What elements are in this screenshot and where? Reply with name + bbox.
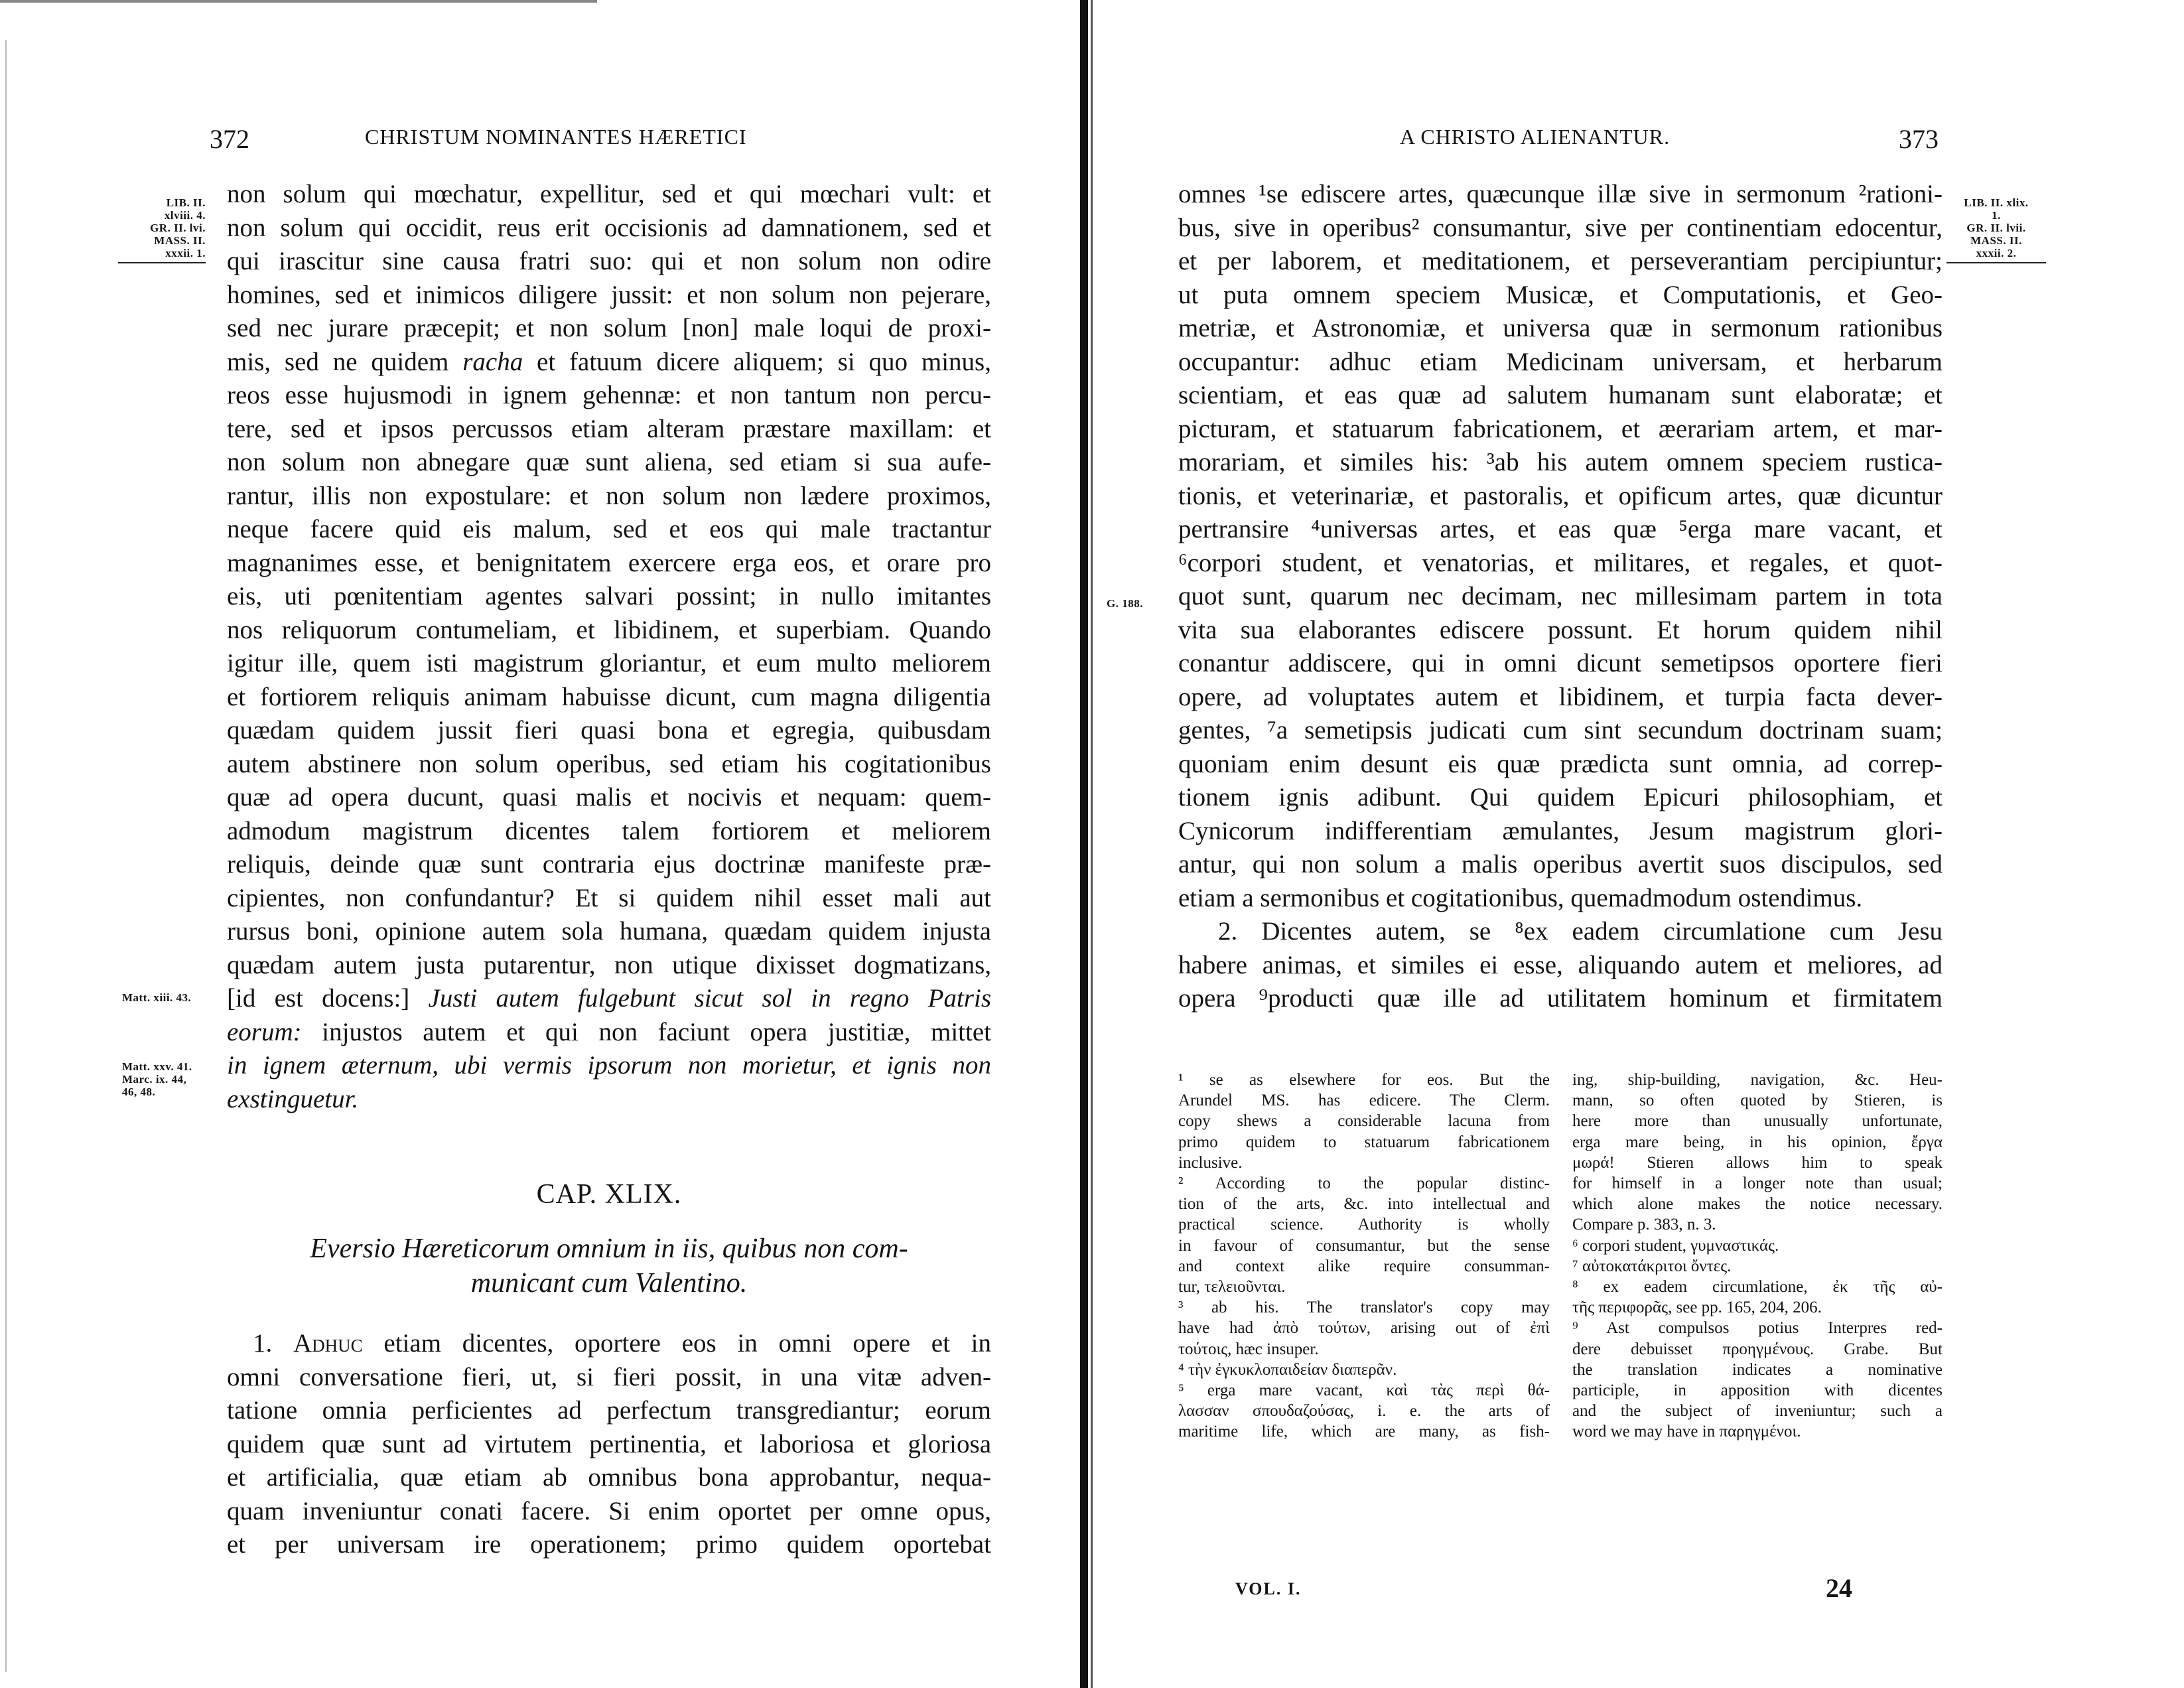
margin-ref-lib-right xyxy=(1946,196,2046,263)
volume-label: VOL. I. xyxy=(1235,1579,1302,1598)
footnote-line: τούτοις, hæc insuper. xyxy=(1178,1340,1319,1358)
footnote-line: ⁸ ex eadem circumlatione, ἐκ τῆς αὐ- xyxy=(1572,1278,1943,1297)
text-line: reliquis, deinde quæ sunt contraria ejus doctrinæ manifeste præ- xyxy=(227,850,991,879)
footnote-line: practical science. Authority is wholly xyxy=(1178,1216,1550,1234)
text-line: habere animas, et similes ei esse, aliquando autem et meliores, ad xyxy=(1178,950,1943,979)
footnotes-column-left xyxy=(1178,1070,1550,1442)
text-line: quædam quidem jussit fieri quasi bona et egregia, quibusdam xyxy=(227,716,991,744)
footnote-line: erga mare being, in his opinion, ἔργα xyxy=(1572,1133,1943,1151)
margin-ref-line: GR. II. lvii. xyxy=(1966,222,2026,234)
text-line: qui irascitur sine causa fratri suo: qui et non solum non odire xyxy=(227,247,991,275)
text-line: tionis, et veterinariæ, et pastoralis, et opificum artes, quæ dicuntur xyxy=(1178,481,1943,510)
text-run-italic: racha xyxy=(462,347,523,376)
text-line: cipientes, non confundantur? Et si quidem nihil esset mali aut xyxy=(227,883,991,912)
left-body-text xyxy=(227,178,991,1116)
footnote-line: primo quidem to statuarum fabricationem xyxy=(1178,1133,1550,1151)
footnote-line: τῆς περιφορᾶς, see pp. 165, 204, 206. xyxy=(1572,1299,1822,1317)
text-line: igitur ille, quem isti magistrum gloriantur, et eum multo meliorem xyxy=(227,649,991,677)
text-run: et fatuum dicere aliquem; si quo minus, xyxy=(523,347,991,376)
footnote-line: in favour of consumantur, but the sense xyxy=(1178,1236,1550,1255)
margin-ref-line: 46, 48. xyxy=(122,1086,156,1098)
text-line: Cynicorum indifferentiam æmulantes, Jesum magistrum glori- xyxy=(1178,816,1943,845)
text-line: gentes, ⁷a semetipsis judicati cum sint secundum doctrinam suam; xyxy=(1178,716,1943,744)
text-line: homines, sed et inimicos diligere jussit: et non solum non pejerare, xyxy=(227,280,991,309)
margin-ref-line: Marc. ix. 44, xyxy=(122,1073,187,1086)
footnote-line: ¹ se as elsewhere for eos. But the xyxy=(1178,1071,1550,1089)
margin-ref-line: G. 188. xyxy=(1107,597,1143,610)
footnote-line: here more than unusually unfortunate, xyxy=(1572,1112,1943,1131)
chapter-heading: CAP. XLIX. xyxy=(536,1179,682,1210)
text-line: pertransire ⁴universas artes, et eas quæ ⁵erga mare vacant, et xyxy=(1178,515,1943,543)
margin-ref-lib xyxy=(118,196,206,263)
footnote-line: ⁶ corpori student, γυμναστικάς. xyxy=(1572,1236,1779,1255)
text-line: non solum qui mœchatur, expellitur, sed et qui mœchari vult: et xyxy=(227,180,991,208)
text-line: omnes ¹se ediscere artes, quæcunque illæ sive in sermonum ²rationi- xyxy=(1178,180,1943,208)
margin-ref-matt-xiii xyxy=(122,991,215,1004)
text-line: eis, uti pœnitentiam agentes salvari possint; in nullo imitantes xyxy=(227,582,991,610)
text-run-smallcaps: Adhuc xyxy=(293,1329,363,1358)
text-line: autem abstinere non solum operibus, sed etiam his cogitationibus xyxy=(227,749,991,778)
margin-ref-g-188 xyxy=(1107,597,1173,610)
text-line xyxy=(227,982,991,1016)
text-line: reos esse hujusmodi in ignem gehennæ: et non tantum non percu- xyxy=(227,381,991,409)
footnote-line: ⁴ τὴν ἐγκυκλοπαιδείαν διαπερᾶν. xyxy=(1178,1360,1397,1379)
footnotes-column-right xyxy=(1572,1070,1943,1442)
margin-ref-line: Matt. xiii. 43. xyxy=(122,991,192,1004)
text-line: rantur, illis non expostulare: et non solum non lædere proximos, xyxy=(227,481,991,510)
text-run-italic: eorum: xyxy=(227,1017,302,1046)
chapter-title xyxy=(227,1231,991,1301)
text-line: in ignem æternum, ubi vermis ipsorum non morietur, et ignis non xyxy=(227,1051,991,1080)
text-line: et per universam ire operationem; primo quidem oportebat xyxy=(227,1530,991,1559)
text-line: quot sunt, quarum nec decimam, nec millesimam partem in tota xyxy=(1178,582,1943,610)
text-line: sed nec jurare præcepit; et non solum [non] male loqui de proxi- xyxy=(227,314,991,342)
footnote-line: tur, τελειοῦνται. xyxy=(1178,1278,1286,1297)
text-line: quam inveniuntur conati facere. Si enim oportet per omne opus, xyxy=(227,1496,991,1525)
chapter-title-line: municant cum Valentino. xyxy=(470,1268,748,1299)
text-line: tionem ignis adibunt. Qui quidem Epicuri philosophiam, et xyxy=(1178,783,1943,811)
text-line: omni conversatione fieri, ut, si fieri possit, in una vitæ adven- xyxy=(227,1362,991,1391)
text-line: quæ ad opera ducunt, quasi malis et nocivis et nequam: quem- xyxy=(227,783,991,811)
margin-ref-line: xxxii. 2. xyxy=(1976,247,2017,259)
signature-mark: 24 xyxy=(1826,1573,1852,1603)
text-line: et artificialia, quæ etiam ab omnibus bona approbantur, nequa- xyxy=(227,1463,991,1492)
margin-ref-line: LIB. II. xyxy=(166,196,206,209)
footnote-line: copy shews a considerable lacuna from xyxy=(1178,1112,1550,1131)
text-line: bus, sive in operibus² consumantur, sive per continentiam edocentur, xyxy=(1178,213,1943,242)
text-line: admodum magistrum dicentes talem fortiorem et meliorem xyxy=(227,816,991,845)
footnote-line: for himself in a longer note than usual; xyxy=(1572,1174,1943,1193)
footnote-line: have had ἀπὸ τούτων, arising out of ἐπὶ xyxy=(1178,1319,1550,1338)
left-page xyxy=(0,0,1081,1688)
text-line: quoniam enim desunt eis quæ prædicta sunt omnia, ad correp- xyxy=(1178,749,1943,778)
margin-ref-rule xyxy=(1946,262,2046,263)
text-line: occupantur: adhuc etiam Medicinam universam, et herbarum xyxy=(1178,347,1943,376)
margin-ref-line: MASS. II. xyxy=(1970,234,2022,247)
footnote-line: the translation indicates a nominative xyxy=(1572,1360,1943,1379)
text-line: neque facere quid eis malum, sed et eos qui male tractantur xyxy=(227,515,991,543)
text-run: mis, sed ne quidem xyxy=(227,347,463,376)
text-line: morariam, et similes his: ³ab his autem omnem speciem rustica- xyxy=(1178,448,1943,476)
text-line: metriæ, et Astronomiæ, et universa quæ in sermonum rationibus xyxy=(1178,314,1943,342)
footnote-line: tion of the arts, &c. into intellectual and xyxy=(1178,1195,1550,1214)
footnote-line: dere debuisset προηγμένους. Grabe. But xyxy=(1572,1340,1943,1358)
footnote-line: ing, ship-building, navigation, &c. Heu- xyxy=(1572,1071,1943,1089)
footnote-line: maritime life, which are many, as fish- xyxy=(1178,1423,1550,1441)
right-body-text xyxy=(1178,178,1943,1016)
text-line: ut puta omnem speciem Musicæ, et Computationis, et Geo- xyxy=(1178,280,1943,309)
footnote-line: inclusive. xyxy=(1178,1153,1243,1172)
text-line: et per laborem, et meditationem, et perseverantiam percipiuntur; xyxy=(1178,247,1943,275)
text-line: antur, qui non solum a malis operibus avertit suos discipulos, sed xyxy=(1178,850,1943,879)
chapter-title-line: Eversio Hæreticorum omnium in iis, quibus non com- xyxy=(310,1233,908,1264)
footnote-line: and context alike require consumman- xyxy=(1178,1257,1550,1275)
footnote-line: ³ ab his. The translator's copy may xyxy=(1178,1299,1550,1317)
text-line: scientiam, et eas quæ ad salutem humanam sunt elaboratæ; et xyxy=(1178,381,1943,409)
text-line: ⁶corpori student, et venatorias, et militares, et regales, et quot- xyxy=(1178,548,1943,577)
text-line: opera ⁹producti quæ ille ad utilitatem hominum et firmitatem xyxy=(1178,984,1943,1013)
footnote-line: ⁹ Ast compulsos potius Interpres red- xyxy=(1572,1319,1943,1338)
text-run-italic: Justi autem fulgebunt sicut sol in regno Patris xyxy=(428,984,991,1013)
margin-ref-line: Matt. xxv. 41. xyxy=(122,1060,192,1073)
footnote-line: ⁷ αὐτοκατάκριτοι ὄντες. xyxy=(1572,1257,1732,1275)
text-line: rursus boni, opinione autem sola humana, quædam quidem injusta xyxy=(227,917,991,946)
text-line xyxy=(227,346,991,380)
text-line: etiam a sermonibus et cogitationibus, quemadmodum ostendimus. xyxy=(1178,883,1863,912)
footnote-line: Arundel MS. has edicere. The Clerm. xyxy=(1178,1091,1550,1110)
text-line: quædam autem justa putarentur, non utique dixisset dogmatizans, xyxy=(227,950,991,979)
margin-ref-line: LIB. II. xlix. xyxy=(1964,196,2029,209)
text-line: quidem quæ sunt ad virtutem pertinentia, et laboriosa et gloriosa xyxy=(227,1429,991,1458)
text-line: opere, ad voluptates autem et libidinem, et turpia facta dever- xyxy=(1178,682,1943,711)
paragraph-number: 1. xyxy=(253,1329,273,1358)
margin-ref-line: GR. II. lvi. xyxy=(150,222,206,234)
text-line: tatione omnia perficientes ad perfectum transgrediantur; eorum xyxy=(227,1396,991,1425)
footnote-line: participle, in apposition with dicentes xyxy=(1572,1381,1943,1400)
margin-ref-line: xlviii. 4. xyxy=(164,209,206,222)
margin-ref-rule xyxy=(118,262,206,263)
right-page xyxy=(1088,0,2184,1688)
text-line: non solum non abnegare quæ sunt aliena, sed etiam si sua aufe- xyxy=(227,448,991,476)
page-number-right: 373 xyxy=(1899,124,1939,154)
running-head-left: CHRISTUM NOMINANTES HÆRETICI xyxy=(365,125,747,149)
footnote-line: word we may have in παρηγμένοι. xyxy=(1572,1423,1801,1441)
text-run: [id est docens:] xyxy=(227,984,429,1013)
text-line: magnanimes esse, et benignitatem exercere erga eos, et orare pro xyxy=(227,548,991,577)
footnote-line: ⁵ erga mare vacant, καὶ τὰς περὶ θά- xyxy=(1178,1381,1550,1400)
text-line xyxy=(227,1016,991,1050)
margin-ref-line: 1. xyxy=(1992,209,2001,222)
footnote-line: λασσαν σπουδαζούσας, i. e. the arts of xyxy=(1178,1402,1550,1421)
text-line: non solum qui occidit, reus erit occisionis ad damnationem, sed et xyxy=(227,213,991,242)
text-line xyxy=(227,1327,991,1361)
text-line: exstinguetur. xyxy=(227,1084,359,1113)
footnote-line: which alone makes the notice necessary. xyxy=(1572,1195,1943,1214)
page-number-left: 372 xyxy=(210,124,249,154)
text-line: picturam, et statuarum fabricationem, et æerariam artem, et mar- xyxy=(1178,414,1943,443)
footnote-line: mann, so often quoted by Stieren, is xyxy=(1572,1091,1943,1110)
margin-ref-line: xxxii. 1. xyxy=(165,247,206,259)
text-run: etiam dicentes, oportere eos in omni opere et in xyxy=(362,1329,992,1358)
footnote-line: Compare p. 383, n. 3. xyxy=(1572,1216,1716,1234)
text-line: conantur addiscere, qui in omni dicunt semetipsos oportere fieri xyxy=(1178,649,1943,677)
text-line: tere, sed et ipsos percussos etiam alteram præstare maxillam: et xyxy=(227,414,991,443)
footnote-line: μωρά! Stieren allows him to speak xyxy=(1572,1153,1943,1172)
margin-ref-matt-xxv xyxy=(122,1060,222,1098)
text-line: nos reliquorum contumeliam, et libidinem, et superbiam. Quando xyxy=(227,615,991,644)
text-line: 2. Dicentes autem, se ⁸ex eadem circumlatione cum Jesu xyxy=(1218,917,1943,946)
text-run: injustos autem et qui non faciunt opera justitiæ, mittet xyxy=(301,1017,991,1046)
text-line: et fortiorem reliquis animam habuisse dicunt, cum magna diligentia xyxy=(227,682,991,711)
chapter-paragraph xyxy=(227,1327,991,1562)
running-head-right: A CHRISTO ALIENANTUR. xyxy=(1400,125,1671,149)
footnote-line: ² According to the popular distinc- xyxy=(1178,1174,1550,1193)
text-line: vita sua elaborantes ediscere possunt. Et horum quidem nihil xyxy=(1178,615,1943,644)
footnote-line: and the subject of inveniuntur; such a xyxy=(1572,1402,1943,1421)
margin-ref-line: MASS. II. xyxy=(154,234,206,247)
